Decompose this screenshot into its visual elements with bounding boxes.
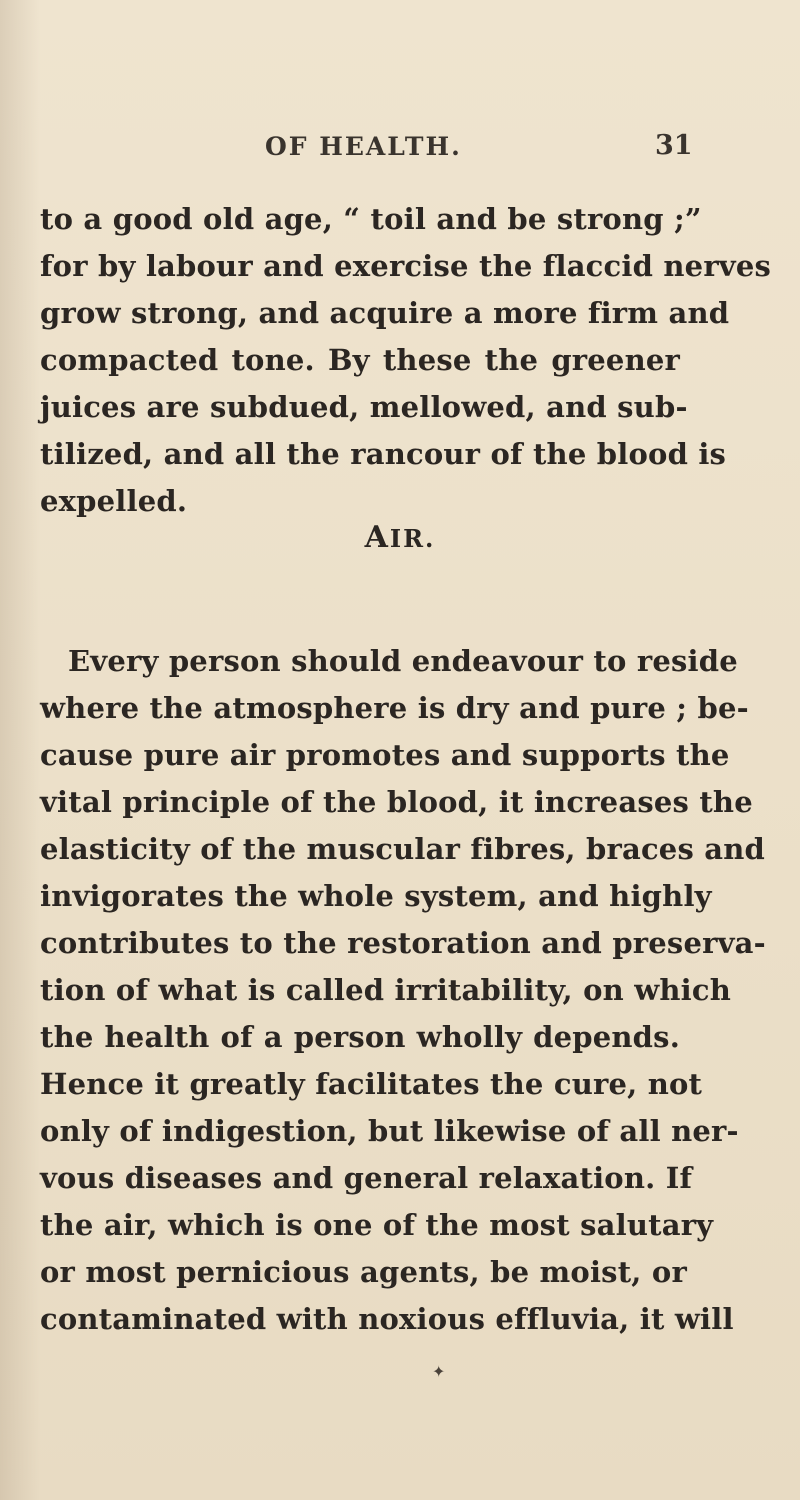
catchword-mark-icon: ✦ [432,1362,446,1381]
section-heading [0,520,800,555]
text-line: the air, which is one of the most salutary [40,1208,714,1242]
text-line: to a good old age, “ toil and be strong ;” [40,202,702,236]
text-line: compacted tone. By these the greener [40,343,680,377]
text-line: only of indigestion, but likewise of all ner- [40,1114,739,1148]
text-line: or most pernicious agents, be moist, or [40,1255,687,1289]
text-line: where the atmosphere is dry and pure ; be- [40,691,749,725]
paragraph-air [40,638,766,1343]
text-line: grow strong, and acquire a more firm and [40,296,730,330]
text-line: elasticity of the muscular fibres, braces and [40,832,766,866]
text-line: tion of what is called irritability, on which [40,973,732,1007]
page-number: 31 [655,130,693,161]
text-line: contributes to the restoration and preserva- [40,926,766,960]
text-line: tilized, and all the rancour of the blood is [40,437,727,471]
page-header [0,132,800,172]
text-line: juices are subdued, mellowed, and sub- [40,390,688,424]
text-line: for by labour and exercise the flaccid nerves [40,249,772,283]
paragraph-continued [40,196,772,525]
text-line: Every person should endeavour to reside [68,644,738,678]
text-line: vital principle of the blood, it increases the [40,785,753,819]
heading-initial: A [364,520,390,555]
text-line: expelled. [40,484,188,518]
text-line: contaminated with noxious effluvia, it will [40,1302,734,1336]
text-line: vous diseases and general relaxation. If [40,1161,693,1195]
running-head: OF HEALTH. [265,132,462,161]
text-line: invigorates the whole system, and highly [40,879,712,913]
text-line: the health of a person wholly depends. [40,1020,680,1054]
heading-rest: IR. [389,524,436,553]
text-line: Hence it greatly facilitates the cure, not [40,1067,703,1101]
text-line: cause pure air promotes and supports the [40,738,730,772]
